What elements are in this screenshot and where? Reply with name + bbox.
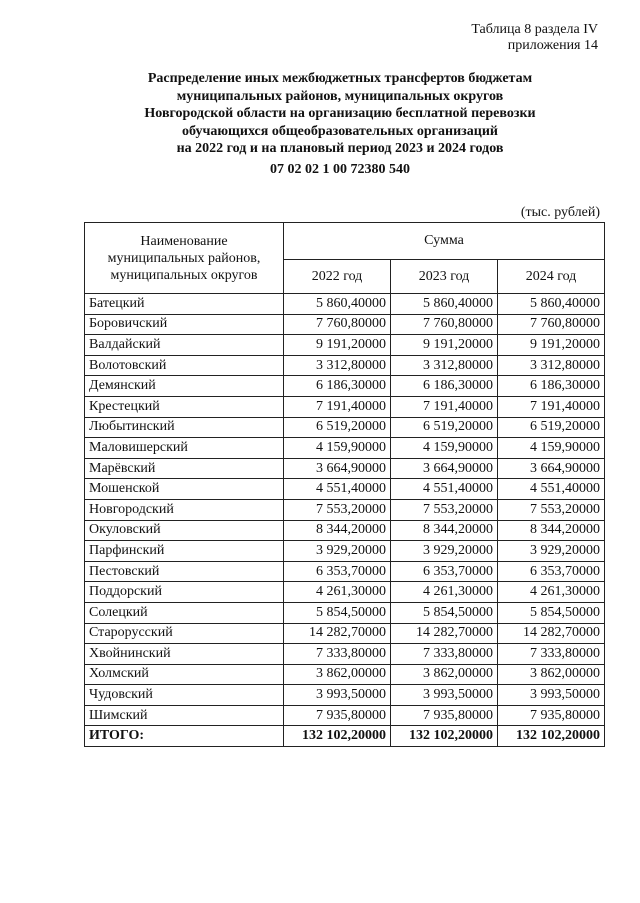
name-header-line: муниципальных районов, bbox=[107, 250, 261, 266]
district-name: Марёвский bbox=[85, 458, 284, 479]
ref-line-2: приложения 14 bbox=[507, 38, 598, 53]
title-line: на 2022 год и на плановый период 2023 и 2024 годов bbox=[176, 141, 504, 156]
amount-2024: 7 333,80000 bbox=[498, 644, 605, 665]
amount-2023: 6 353,70000 bbox=[391, 561, 498, 582]
amount-2022: 7 191,40000 bbox=[284, 396, 391, 417]
amount-2024: 5 860,40000 bbox=[498, 294, 605, 315]
amount-2023: 5 854,50000 bbox=[391, 602, 498, 623]
amount-2022: 4 261,30000 bbox=[284, 582, 391, 603]
table-row bbox=[85, 479, 605, 500]
district-name: Батецкий bbox=[85, 294, 284, 315]
amount-2022: 5 854,50000 bbox=[284, 602, 391, 623]
table-row bbox=[85, 644, 605, 665]
district-name: Валдайский bbox=[85, 335, 284, 356]
amount-2024: 9 191,20000 bbox=[498, 335, 605, 356]
year-header-2023: 2023 год bbox=[391, 260, 498, 294]
amount-2022: 6 519,20000 bbox=[284, 417, 391, 438]
document-title bbox=[70, 70, 610, 158]
amount-2023: 3 664,90000 bbox=[391, 458, 498, 479]
amount-2023: 7 191,40000 bbox=[391, 396, 498, 417]
table-row bbox=[85, 705, 605, 726]
table-row bbox=[85, 376, 605, 397]
amount-2024: 3 993,50000 bbox=[498, 685, 605, 706]
table-row bbox=[85, 499, 605, 520]
amount-2023: 4 159,90000 bbox=[391, 438, 498, 459]
district-name: Любытинский bbox=[85, 417, 284, 438]
district-name: Хвойнинский bbox=[85, 644, 284, 665]
amount-2022: 6 186,30000 bbox=[284, 376, 391, 397]
amount-2023: 6 186,30000 bbox=[391, 376, 498, 397]
year-header-2022: 2022 год bbox=[284, 260, 391, 294]
amount-2022: 3 862,00000 bbox=[284, 664, 391, 685]
title-line: Распределение иных межбюджетных трансфертов бюджетам bbox=[147, 71, 533, 86]
amount-2022: 4 551,40000 bbox=[284, 479, 391, 500]
title-line: Новгородской области на организацию бесплатной перевозки bbox=[144, 106, 536, 121]
title-line: обучающихся общеобразовательных организаций bbox=[182, 123, 498, 139]
name-header-line: Наименование bbox=[140, 233, 228, 249]
district-name: Маловишерский bbox=[85, 438, 284, 459]
district-name: Волотовский bbox=[85, 355, 284, 376]
amount-2024: 3 862,00000 bbox=[498, 664, 605, 685]
district-name: Шимский bbox=[85, 705, 284, 726]
amount-2024: 7 935,80000 bbox=[498, 705, 605, 726]
amount-2022: 3 312,80000 bbox=[284, 355, 391, 376]
amount-2022: 8 344,20000 bbox=[284, 520, 391, 541]
table-row bbox=[85, 664, 605, 685]
table-row bbox=[85, 294, 605, 315]
total-row bbox=[85, 726, 605, 747]
amount-2024: 6 353,70000 bbox=[498, 561, 605, 582]
amount-2023: 3 312,80000 bbox=[391, 355, 498, 376]
amount-2024: 6 186,30000 bbox=[498, 376, 605, 397]
amount-2024: 4 551,40000 bbox=[498, 479, 605, 500]
district-name: Демянский bbox=[85, 376, 284, 397]
amount-2023: 7 760,80000 bbox=[391, 314, 498, 335]
amount-2022: 3 993,50000 bbox=[284, 685, 391, 706]
district-name: Холмский bbox=[85, 664, 284, 685]
name-header-line: муниципальных округов bbox=[110, 267, 258, 283]
amount-2022: 14 282,70000 bbox=[284, 623, 391, 644]
amount-2024: 14 282,70000 bbox=[498, 623, 605, 644]
district-name: Боровичский bbox=[85, 314, 284, 335]
amount-2023: 7 553,20000 bbox=[391, 499, 498, 520]
amount-2023: 4 261,30000 bbox=[391, 582, 498, 603]
table-row bbox=[85, 458, 605, 479]
table-row bbox=[85, 314, 605, 335]
amount-2024: 7 553,20000 bbox=[498, 499, 605, 520]
amount-2024: 3 664,90000 bbox=[498, 458, 605, 479]
name-column-header bbox=[85, 223, 284, 294]
amount-2024: 6 519,20000 bbox=[498, 417, 605, 438]
table-row bbox=[85, 355, 605, 376]
amount-2023: 14 282,70000 bbox=[391, 623, 498, 644]
amount-2022: 7 760,80000 bbox=[284, 314, 391, 335]
amount-2023: 3 993,50000 bbox=[391, 685, 498, 706]
total-label: ИТОГО: bbox=[85, 726, 284, 747]
year-header-2024: 2024 год bbox=[498, 260, 605, 294]
amount-2023: 3 929,20000 bbox=[391, 541, 498, 562]
district-name: Старорусский bbox=[85, 623, 284, 644]
table-row bbox=[85, 417, 605, 438]
amount-2024: 7 191,40000 bbox=[498, 396, 605, 417]
amount-2023: 8 344,20000 bbox=[391, 520, 498, 541]
amount-2023: 7 935,80000 bbox=[391, 705, 498, 726]
amount-2022: 3 664,90000 bbox=[284, 458, 391, 479]
table-row bbox=[85, 582, 605, 603]
district-name: Чудовский bbox=[85, 685, 284, 706]
district-name: Крестецкий bbox=[85, 396, 284, 417]
amount-2024: 4 159,90000 bbox=[498, 438, 605, 459]
ref-line-1: Таблица 8 раздела IV bbox=[471, 22, 598, 37]
table-row bbox=[85, 438, 605, 459]
amount-2023: 7 333,80000 bbox=[391, 644, 498, 665]
amount-2022: 5 860,40000 bbox=[284, 294, 391, 315]
table-row bbox=[85, 335, 605, 356]
amount-2024: 3 312,80000 bbox=[498, 355, 605, 376]
amount-2023: 6 519,20000 bbox=[391, 417, 498, 438]
amount-2022: 4 159,90000 bbox=[284, 438, 391, 459]
total-2023: 132 102,20000 bbox=[391, 726, 498, 747]
title-line: муниципальных районов, муниципальных округов bbox=[176, 88, 504, 104]
total-2022: 132 102,20000 bbox=[284, 726, 391, 747]
amount-2023: 3 862,00000 bbox=[391, 664, 498, 685]
table-row bbox=[85, 520, 605, 541]
amount-2023: 5 860,40000 bbox=[391, 294, 498, 315]
table-reference bbox=[471, 22, 598, 54]
sum-header: Сумма bbox=[284, 223, 605, 260]
table-row bbox=[85, 541, 605, 562]
amount-2024: 8 344,20000 bbox=[498, 520, 605, 541]
amount-2024: 7 760,80000 bbox=[498, 314, 605, 335]
table-row bbox=[85, 623, 605, 644]
units-label: (тыс. рублей) bbox=[520, 205, 600, 220]
district-name: Окуловский bbox=[85, 520, 284, 541]
district-name: Новгородский bbox=[85, 499, 284, 520]
district-name: Пестовский bbox=[85, 561, 284, 582]
table-row bbox=[85, 602, 605, 623]
amount-2022: 7 553,20000 bbox=[284, 499, 391, 520]
budget-code: 07 02 02 1 00 72380 540 bbox=[270, 162, 410, 177]
amount-2022: 9 191,20000 bbox=[284, 335, 391, 356]
amount-2022: 6 353,70000 bbox=[284, 561, 391, 582]
distribution-table bbox=[84, 222, 605, 747]
table-row bbox=[85, 685, 605, 706]
amount-2024: 5 854,50000 bbox=[498, 602, 605, 623]
table-row bbox=[85, 396, 605, 417]
district-name: Поддорский bbox=[85, 582, 284, 603]
amount-2023: 4 551,40000 bbox=[391, 479, 498, 500]
district-name: Парфинский bbox=[85, 541, 284, 562]
table-body bbox=[85, 294, 605, 726]
total-2024: 132 102,20000 bbox=[498, 726, 605, 747]
amount-2023: 9 191,20000 bbox=[391, 335, 498, 356]
district-name: Солецкий bbox=[85, 602, 284, 623]
district-name: Мошенской bbox=[85, 479, 284, 500]
amount-2024: 3 929,20000 bbox=[498, 541, 605, 562]
amount-2022: 7 333,80000 bbox=[284, 644, 391, 665]
amount-2024: 4 261,30000 bbox=[498, 582, 605, 603]
table-row bbox=[85, 561, 605, 582]
amount-2022: 7 935,80000 bbox=[284, 705, 391, 726]
amount-2022: 3 929,20000 bbox=[284, 541, 391, 562]
